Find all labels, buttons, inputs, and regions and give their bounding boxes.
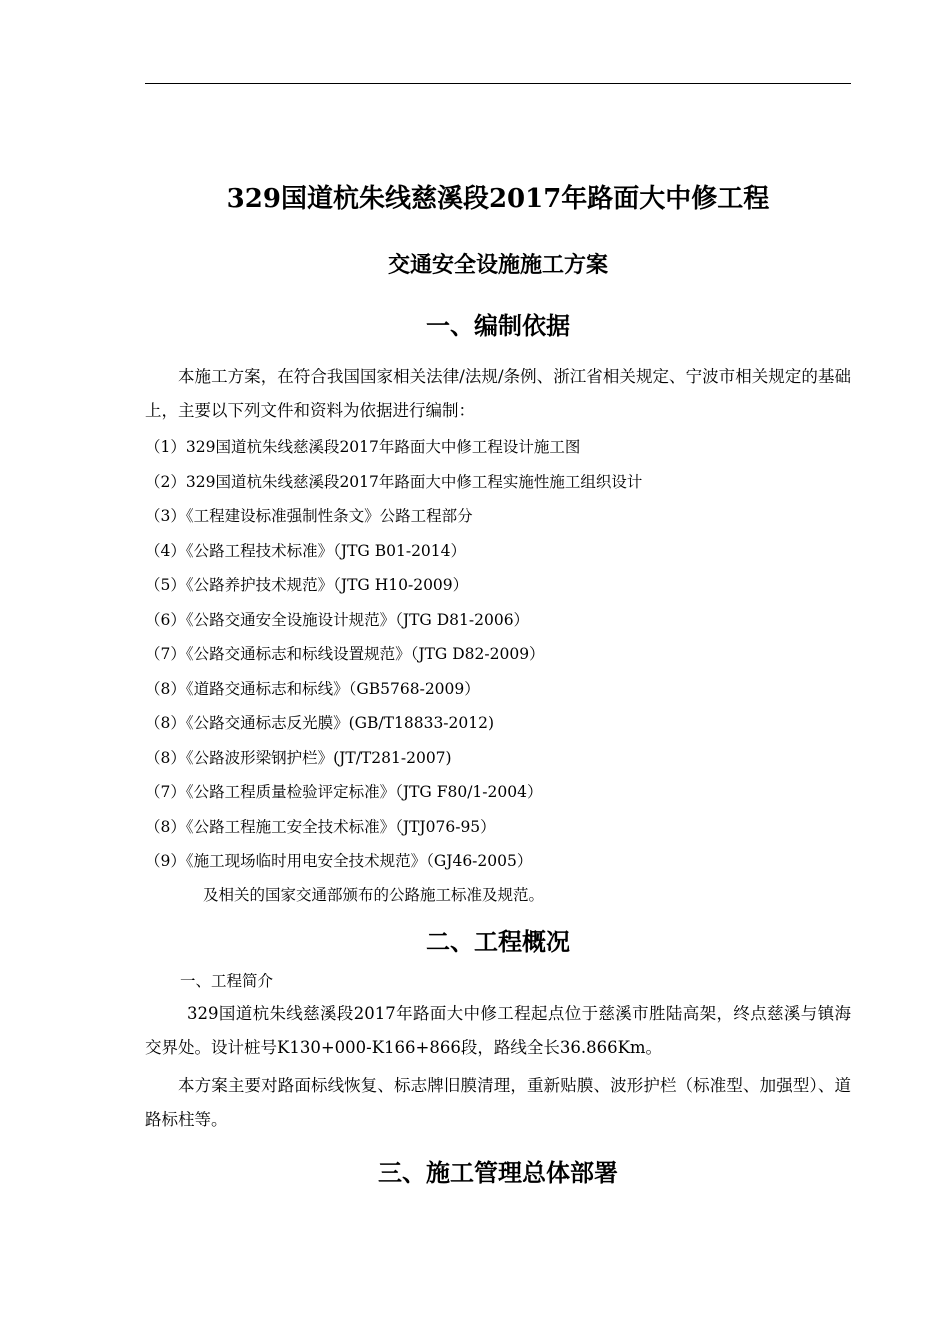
reference-list bbox=[145, 432, 851, 881]
basis-intro-paragraph: 本施工方案，在符合我国国家相关法律/法规/条例、浙江省相关规定、宁波市相关规定的基础上，主要以下列文件和资料为依据进行编制： bbox=[145, 367, 851, 420]
basis-closing-line: 及相关的国家交通部颁布的公路施工标准及规范。 bbox=[203, 886, 545, 904]
reference-item: （7）《公路工程质量检验评定标准》（JTG F80/1-2004） bbox=[145, 783, 543, 801]
reference-item: （8）《公路波形梁钢护栏》(JT/T281-2007) bbox=[145, 748, 452, 767]
overview-paragraph-2: 本方案主要对路面标线恢复、标志牌旧膜清理，重新贴膜、波形护栏（标准型、加强型）、道路标柱等。 bbox=[145, 1076, 851, 1129]
reference-item: （8）《道路交通标志和标线》（GB5768-2009） bbox=[145, 679, 480, 698]
reference-item: （5）《公路养护技术规范》（JTG H10-2009） bbox=[145, 576, 469, 594]
reference-item: （1）329国道杭朱线慈溪段2017年路面大中修工程设计施工图 bbox=[145, 438, 581, 456]
document-title: 329国道杭朱线慈溪段2017年路面大中修工程 bbox=[226, 184, 770, 214]
reference-item: （7）《公路交通标志和标线设置规范》（JTG D82-2009） bbox=[145, 645, 545, 663]
reference-item: （3）《工程建设标准强制性条文》公路工程部分 bbox=[145, 507, 473, 525]
reference-item: （6）《公路交通安全设施设计规范》（JTG D81-2006） bbox=[145, 610, 530, 629]
header-rule bbox=[145, 83, 851, 84]
reference-item: （9）《施工现场临时用电安全技术规范》（GJ46-2005） bbox=[145, 852, 533, 870]
section-heading-basis: 一、编制依据 bbox=[426, 311, 570, 340]
reference-item: （4）《公路工程技术标准》（JTG B01-2014） bbox=[145, 541, 467, 560]
section-heading-management: 三、施工管理总体部署 bbox=[378, 1158, 618, 1187]
overview-subheading: 一、工程简介 bbox=[180, 972, 274, 990]
reference-item: （8）《公路交通标志反光膜》(GB/T18833-2012) bbox=[145, 714, 495, 732]
overview-paragraph-1: 329国道杭朱线慈溪段2017年路面大中修工程起点位于慈溪市胜陆高架，终点慈溪与镇海交界处。设计桩号K130+000-K166+866段，路线全长36.866Km。 bbox=[145, 1004, 851, 1057]
reference-item: （8）《公路工程施工安全技术标准》（JTJ076-95） bbox=[145, 817, 496, 836]
reference-item: （2）329国道杭朱线慈溪段2017年路面大中修工程实施性施工组织设计 bbox=[145, 472, 643, 491]
document-subtitle: 交通安全设施施工方案 bbox=[387, 252, 608, 278]
section-heading-overview: 二、工程概况 bbox=[426, 927, 570, 956]
